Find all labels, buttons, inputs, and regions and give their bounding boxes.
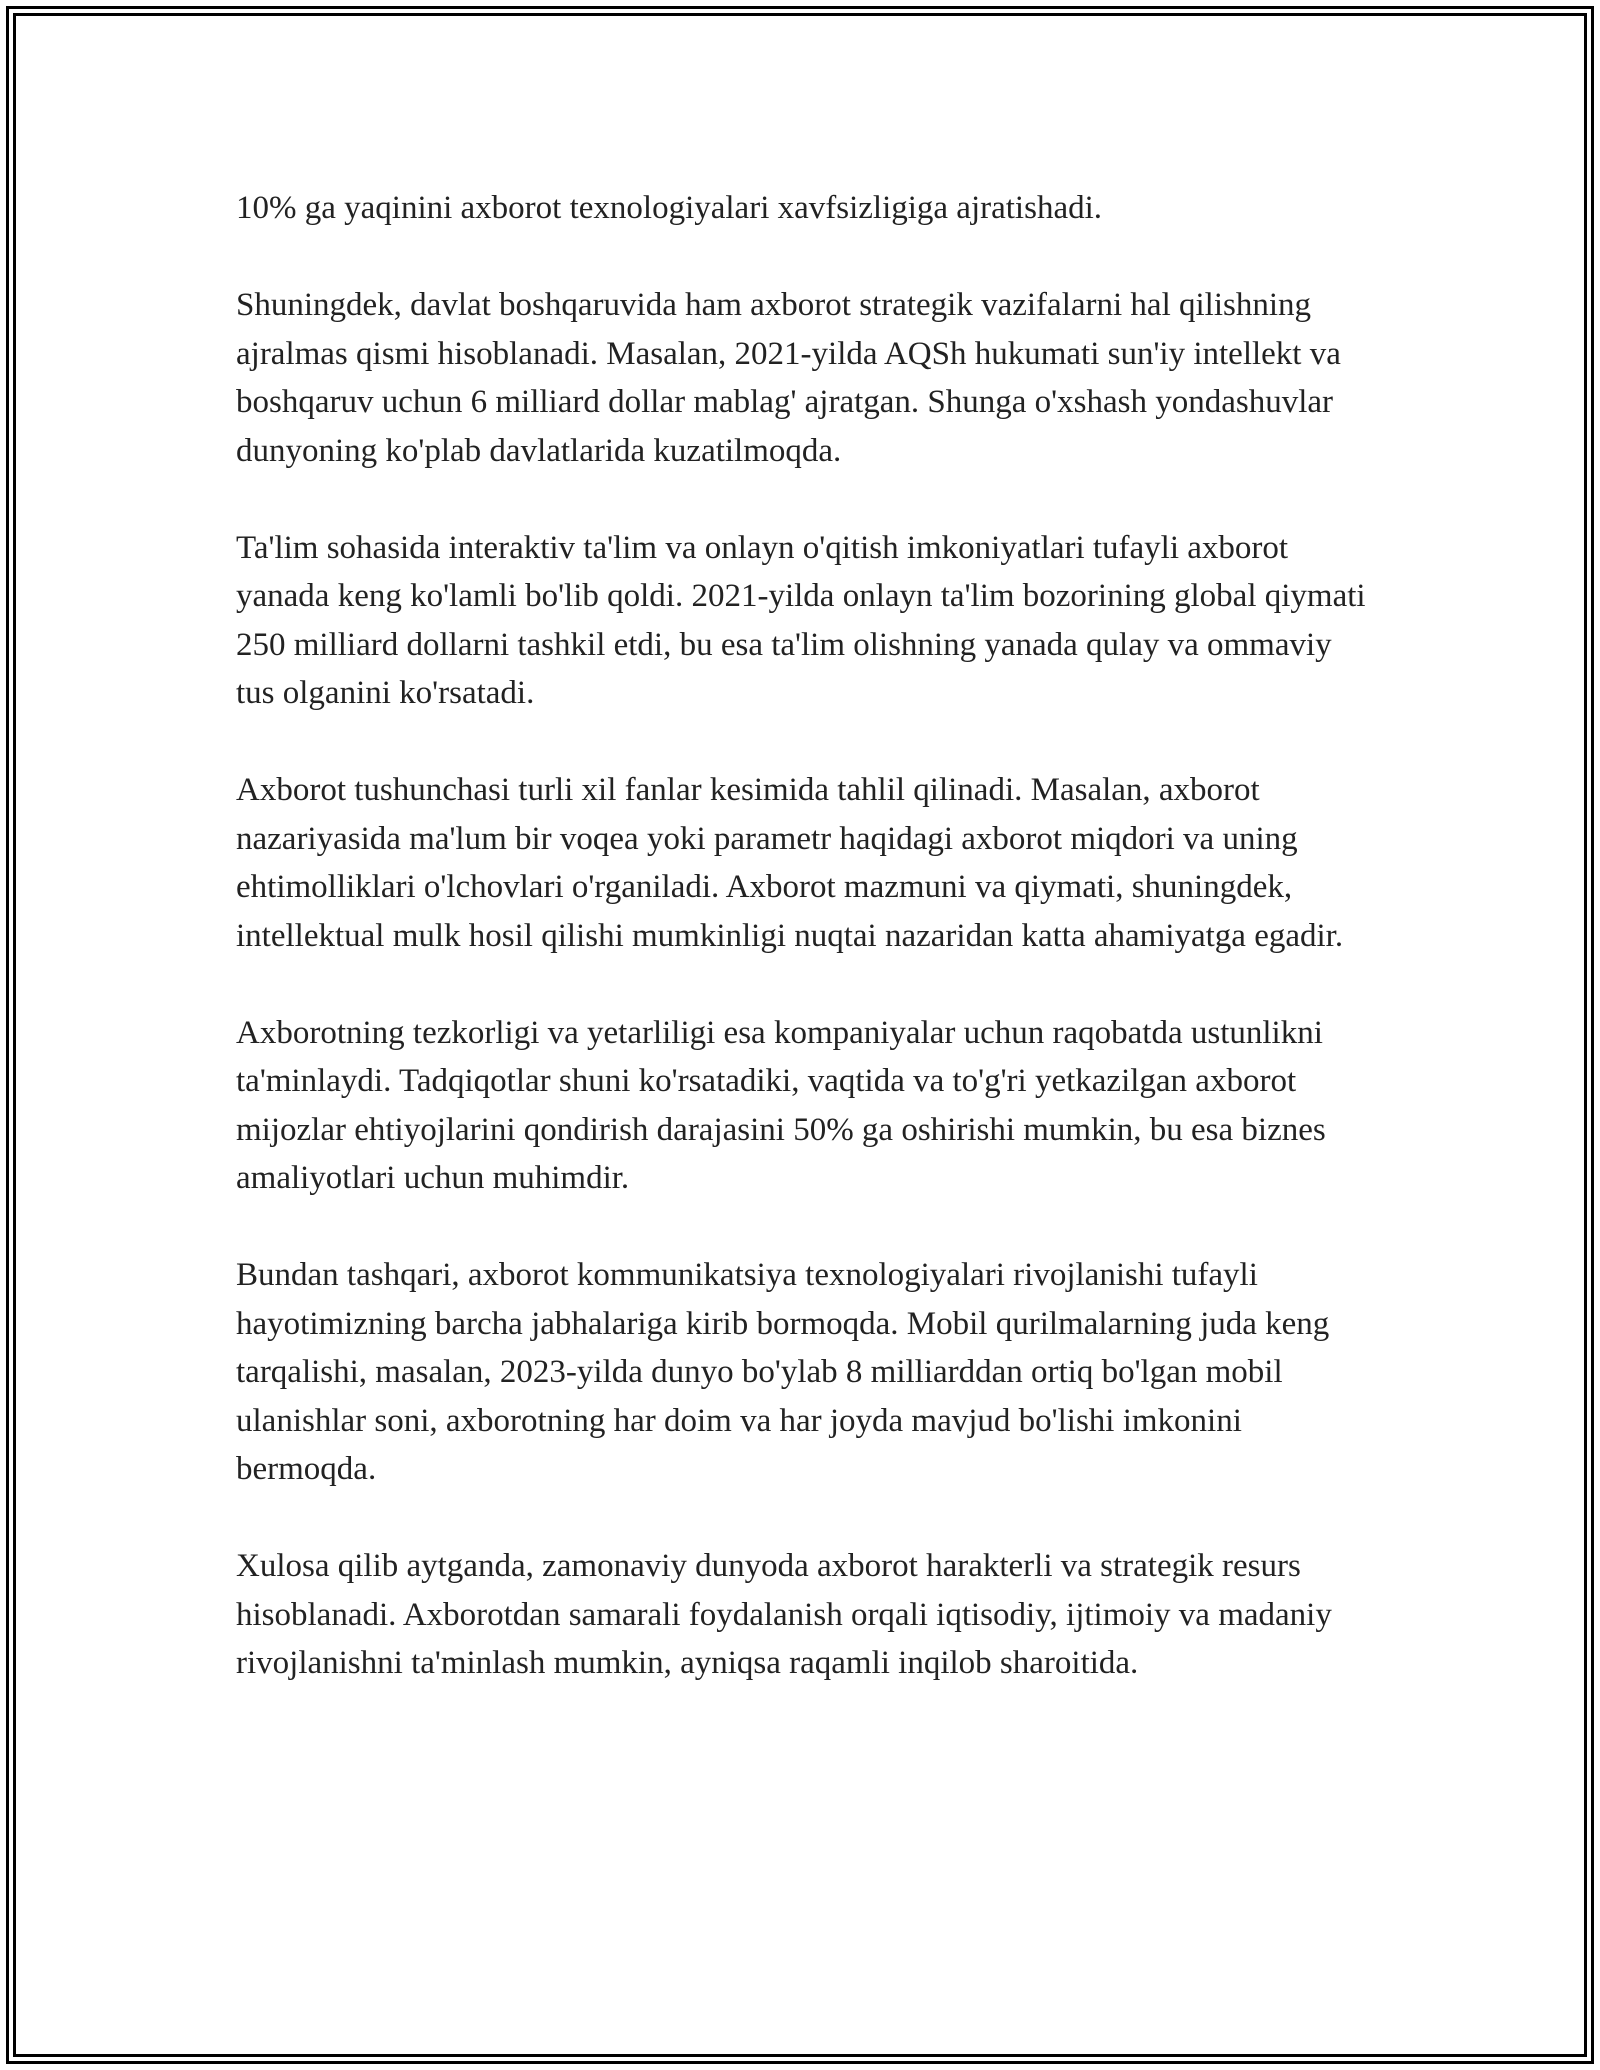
paragraph-7: Xulosa qilib aytganda, zamonaviy dunyoda axborot harakterli va strategik resurs hisoblanadi. Axborotdan samarali foydalanish orqali iqtisodiy, ijtimoiy va madaniy rivojlanishni ta'minlash mumkin, ayniqsa raqamli inqilob sharoitida. [236,1548,1332,1681]
paragraph-5: Axborotning tezkorligi va yetarliligi esa kompaniyalar uchun raqobatda ustunlikni ta'minlaydi. Tadqiqotlar shuni ko'rsatadiki, vaqtida va to'g'ri yetkazilgan axborot mijozlar ehtiyojlarini qondirish darajasini 50% ga oshirishi mumkin, bu esa biznes amaliyotlari uchun muhimdir. [236,1014,1326,1196]
paragraph-3: Ta'lim sohasida interaktiv ta'lim va onlayn o'qitish imkoniyatlari tufayli axborot yanada keng ko'lamli bo'lib qoldi. 2021-yilda onlayn ta'lim bozorining global qiymati 250 milliard dollarni tashkil etdi, bu esa ta'lim olishning yanada qulay va ommaviy tus olganini ko'rsatadi. [236,529,1366,711]
paragraph-1: 10% ga yaqinini axborot texnologiyalari xavfsizligiga ajratishadi. [236,190,1103,226]
paragraph-2: Shuningdek, davlat boshqaruvida ham axborot strategik vazifalarni hal qilishning ajralmas qismi hisoblanadi. Masalan, 2021-yilda AQSh hukumati sun'iy intellekt va boshqaruv uchun 6 milliard dollar mablag' ajratgan. Shunga o'xshash yondashuvlar dunyoning ko'plab davlatlarida kuzatilmoqda. [236,287,1341,469]
document-body [236,184,1376,1688]
paragraph-6: Bundan tashqari, axborot kommunikatsiya texnologiyalari rivojlanishi tufayli hayotimizning barcha jabhalariga kirib bormoqda. Mobil qurilmalarning juda keng tarqalishi, masalan, 2023-yilda dunyo bo'ylab 8 milliarddan ortiq bo'lgan mobil ulanishlar soni, axborotning har doim va har joyda mavjud bo'lishi imkonini bermoqda. [236,1257,1330,1487]
paragraph-4: Axborot tushunchasi turli xil fanlar kesimida tahlil qilinadi. Masalan, axborot nazariyasida ma'lum bir voqea yoki parametr haqidagi axborot miqdori va uning ehtimolliklari o'lchovlari o'rganiladi. Axborot mazmuni va qiymati, shuningdek, intellektual mulk hosil qilishi mumkinligi nuqtai nazaridan katta ahamiyatga egadir. [236,772,1344,954]
